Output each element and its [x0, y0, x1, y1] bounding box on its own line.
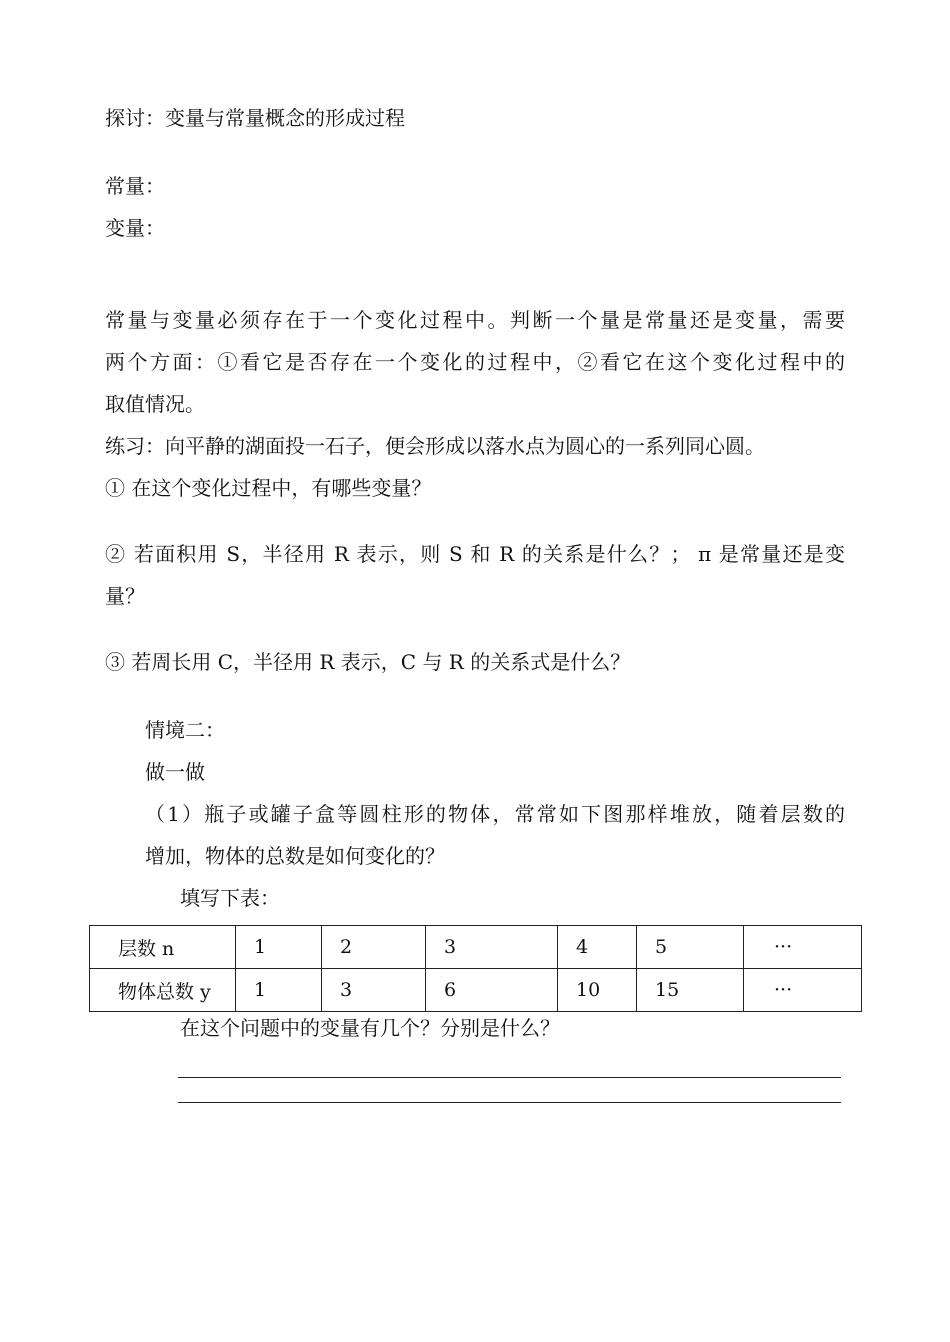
table-cell: 层数 n — [90, 926, 236, 969]
table-cell: 6 — [426, 969, 558, 1012]
fill-table-instruction: 填写下表： — [180, 886, 280, 910]
constant-label: 常量： — [105, 174, 165, 198]
question-3: ③ 若周长用 C，半径用 R 表示，C 与 R 的关系式是什么？ — [105, 650, 631, 674]
paragraph-line-2: 两个方面：①看它是否存在一个变化的过程中，②看它在这个变化过程中的 — [105, 350, 845, 374]
table-cell: 3 — [322, 969, 426, 1012]
table-row — [90, 969, 862, 1012]
do-it-heading: 做一做 — [145, 760, 205, 784]
table-cell: ··· — [744, 969, 862, 1012]
table-cell: 4 — [558, 926, 637, 969]
task-line-1: （1）瓶子或罐子盒等圆柱形的物体，常常如下图那样堆放，随着层数的 — [145, 802, 845, 826]
paragraph-line-3: 取值情况。 — [105, 392, 205, 416]
table-cell: 物体总数 y — [90, 969, 236, 1012]
question-2-line-1: ② 若面积用 S，半径用 R 表示，则 S 和 R 的关系是什么？； π 是常量还是变 — [105, 542, 845, 566]
table-cell: 1 — [236, 969, 322, 1012]
table-cell: ··· — [744, 926, 862, 969]
variable-label: 变量： — [105, 216, 165, 240]
question-2-line-2: 量？ — [105, 584, 145, 608]
table-cell: 3 — [426, 926, 558, 969]
answer-line[interactable] — [178, 1077, 841, 1078]
scenario-heading: 情境二： — [145, 718, 225, 742]
table-cell: 2 — [322, 926, 426, 969]
section-heading: 探讨：变量与常量概念的形成过程 — [105, 106, 405, 130]
exercise-text: 练习：向平静的湖面投一石子，便会形成以落水点为圆心的一系列同心圆。 — [105, 434, 765, 458]
table-cell: 5 — [637, 926, 744, 969]
table-cell: 15 — [637, 969, 744, 1012]
table-cell: 1 — [236, 926, 322, 969]
data-table — [89, 925, 862, 1012]
table-row — [90, 926, 862, 969]
paragraph-line-1: 常量与变量必须存在于一个变化过程中。判断一个量是常量还是变量，需要 — [105, 308, 845, 332]
answer-line[interactable] — [178, 1102, 841, 1103]
variables-question: 在这个问题中的变量有几个？分别是什么？ — [180, 1016, 560, 1040]
table-cell: 10 — [558, 969, 637, 1012]
task-line-2: 增加，物体的总数是如何变化的？ — [145, 844, 445, 868]
question-1: ① 在这个变化过程中，有哪些变量？ — [105, 476, 432, 500]
